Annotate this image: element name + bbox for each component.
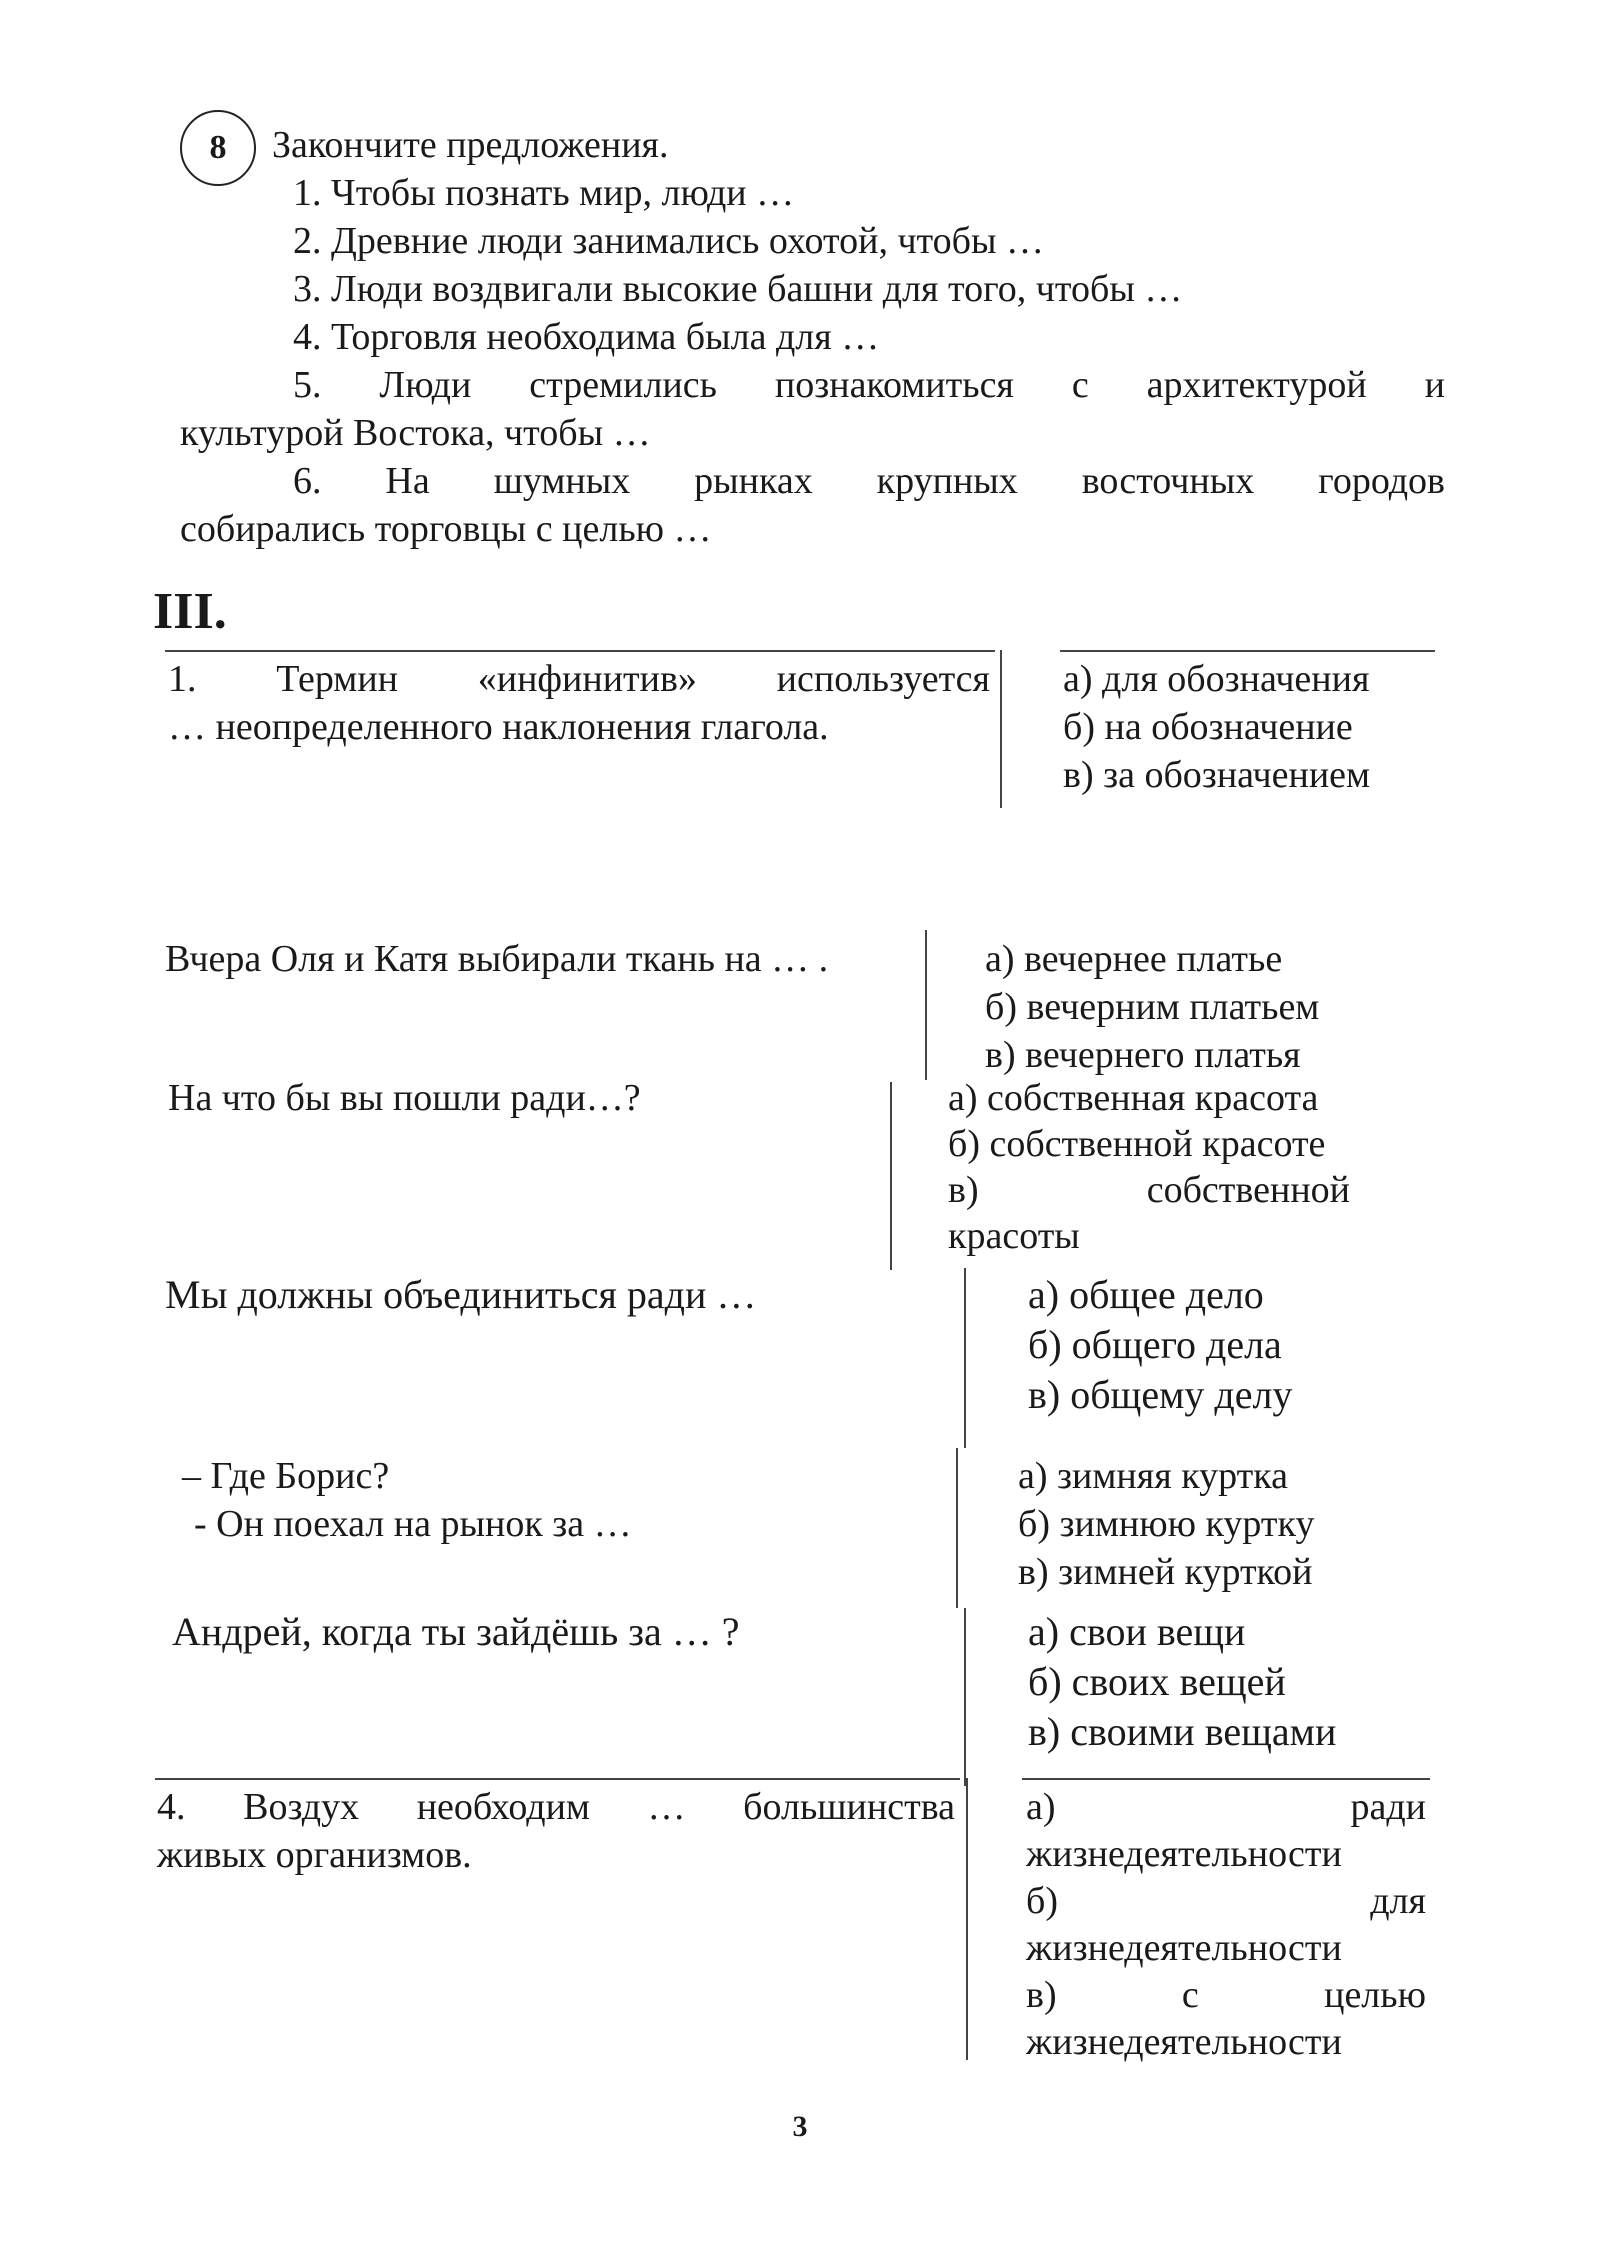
column-divider xyxy=(1000,650,1002,808)
q2-option-a: а) вечернее платье xyxy=(985,938,1283,980)
q5-option-c: в) зимней курткой xyxy=(1018,1551,1313,1593)
q3-option-a: а) собственная красота xyxy=(948,1077,1319,1119)
q3-option-c-cont: красоты xyxy=(948,1215,1080,1257)
divider-line xyxy=(155,1778,960,1780)
task-item-6-cont: собирались торговцы с целью … xyxy=(180,508,712,550)
q3-text: На что бы вы пошли ради…? xyxy=(168,1077,641,1119)
task-instruction: Закончите предложения. xyxy=(272,124,669,166)
q7-option-b: б) для xyxy=(1026,1880,1426,1922)
q4-text: Мы должны объединиться ради … xyxy=(165,1272,757,1317)
column-divider xyxy=(964,1608,966,1786)
q6-option-a: а) свои вещи xyxy=(1028,1609,1246,1654)
q2-option-c: в) вечернего платья xyxy=(985,1034,1301,1076)
q2-option-b: б) вечерним платьем xyxy=(985,986,1320,1028)
q5-option-b: б) зимнюю куртку xyxy=(1018,1503,1315,1545)
q6-option-c: в) своими вещами xyxy=(1028,1709,1337,1754)
q1-option-a: а) для обозначения xyxy=(1063,658,1370,700)
task-item-6: 6. На шумных рынках крупных восточных городов xyxy=(293,460,1445,502)
column-divider xyxy=(890,1082,892,1270)
q7-option-b-cont: жизнедеятельности xyxy=(1026,1927,1342,1969)
q2-text: Вчера Оля и Катя выбирали ткань на … . xyxy=(165,938,829,980)
task-item-4: 4. Торговля необходима была для … xyxy=(293,316,880,358)
page-number: 3 xyxy=(792,2110,808,2143)
q5-text-line1: – Где Борис? xyxy=(182,1455,390,1497)
q6-option-b: б) своих вещей xyxy=(1028,1659,1286,1704)
task-number-badge xyxy=(180,110,256,186)
q1-text-line2: … неопределенного наклонения глагола. xyxy=(168,706,829,748)
q7-option-c: в) с целью xyxy=(1026,1974,1426,2016)
q5-option-a: а) зимняя куртка xyxy=(1018,1455,1288,1497)
divider-line xyxy=(1060,650,1435,652)
task-item-3: 3. Люди воздвигали высокие башни для того, чтобы … xyxy=(293,268,1183,310)
q4-option-c: в) общему делу xyxy=(1028,1372,1293,1417)
task-item-5-cont: культурой Востока, чтобы … xyxy=(180,412,651,454)
column-divider xyxy=(956,1448,958,1608)
q4-option-b: б) общего дела xyxy=(1028,1322,1282,1367)
q1-option-b: б) на обозначение xyxy=(1063,706,1353,748)
q3-option-b: б) собственной красоте xyxy=(948,1123,1326,1165)
task-number: 8 xyxy=(209,129,227,166)
column-divider xyxy=(964,1268,966,1448)
task-item-5: 5. Люди стремились познакомиться с архитектурой и xyxy=(293,364,1445,406)
q7-text-line2: живых организмов. xyxy=(157,1834,472,1876)
divider-line xyxy=(1022,1778,1430,1780)
q3-option-c: в) собственной xyxy=(948,1169,1350,1211)
task-item-2: 2. Древние люди занимались охотой, чтобы … xyxy=(293,220,1045,262)
q4-option-a: а) общее дело xyxy=(1028,1272,1264,1317)
q7-option-a-cont: жизнедеятельности xyxy=(1026,1833,1342,1875)
q1-text-line1: 1. Термин «инфинитив» используется xyxy=(168,658,990,700)
q1-option-c: в) за обозначением xyxy=(1063,754,1371,796)
q5-text-line2: - Он поехал на рынок за … xyxy=(194,1503,632,1545)
task-item-1: 1. Чтобы познать мир, люди … xyxy=(293,172,795,214)
divider-line xyxy=(165,650,995,652)
section-title: III. xyxy=(153,583,227,640)
column-divider xyxy=(966,1778,968,2060)
q7-option-c-cont: жизнедеятельности xyxy=(1026,2021,1342,2063)
q6-text: Андрей, когда ты зайдёшь за … ? xyxy=(172,1609,740,1654)
q7-text-line1: 4. Воздух необходим … большинства xyxy=(157,1786,955,1828)
column-divider xyxy=(925,930,927,1080)
q7-option-a: а) ради xyxy=(1026,1786,1426,1828)
